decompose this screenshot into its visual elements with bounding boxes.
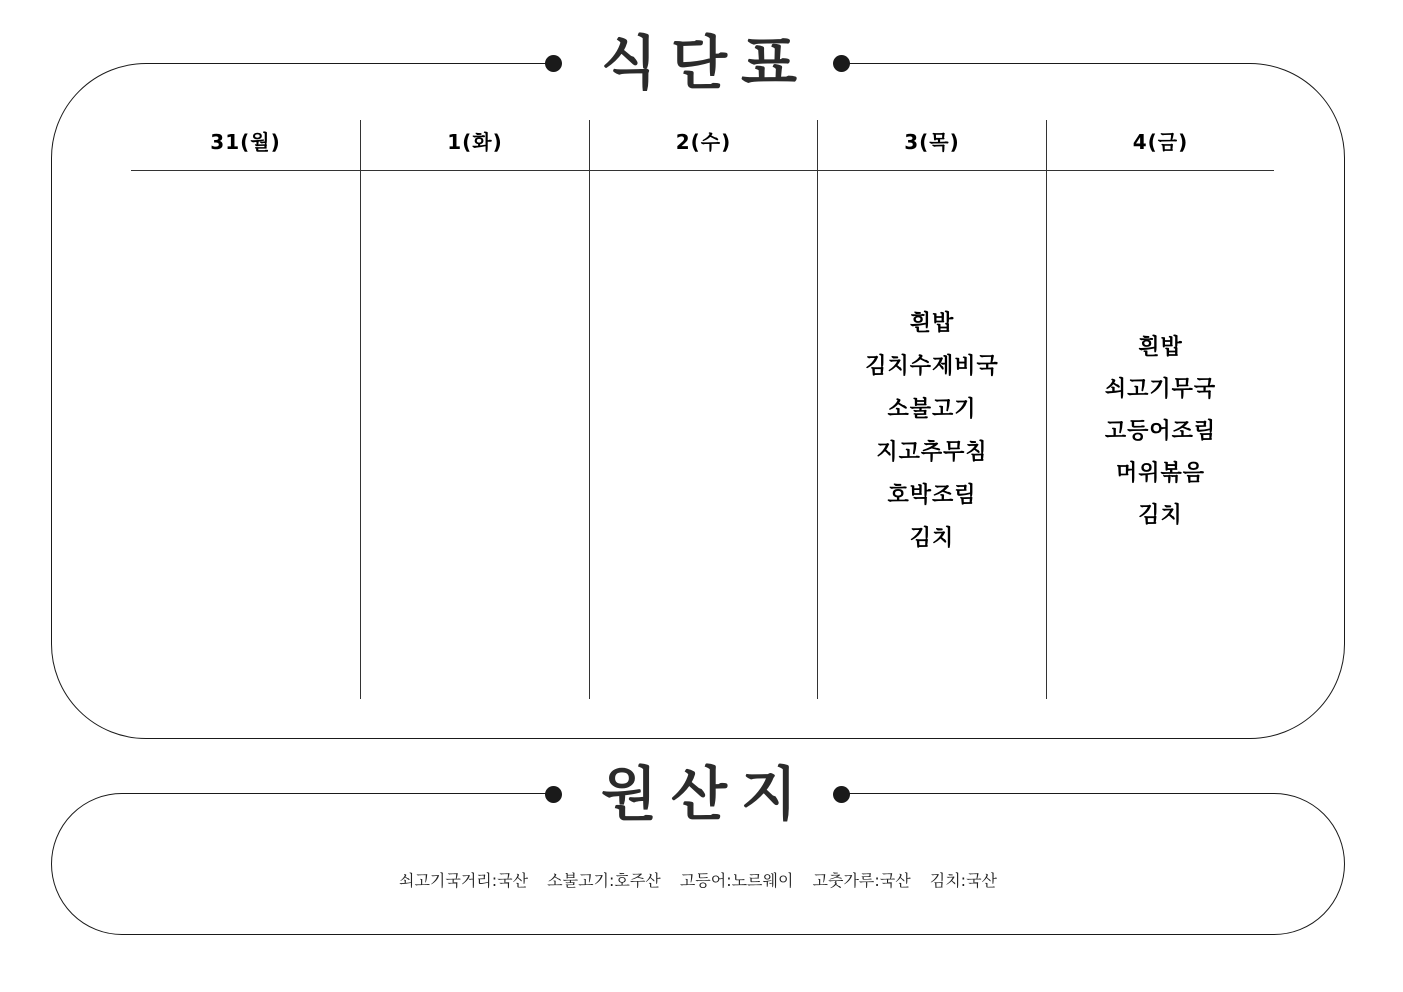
day-column-thu	[817, 120, 1046, 699]
dish-item: 김치	[1138, 503, 1183, 528]
origin-item: 김치:국산	[929, 871, 997, 890]
day-header: 1(화)	[447, 130, 503, 154]
dish-item: 고등어조림	[1104, 419, 1217, 444]
day-column-fri	[1046, 120, 1274, 699]
origin-title-bar	[0, 762, 1403, 826]
dish-item: 지고추무침	[876, 440, 988, 465]
day-column-wed	[589, 120, 817, 699]
dish-item: 김치수제비국	[865, 354, 999, 379]
title-dot-left	[545, 786, 562, 803]
day-column-mon	[131, 120, 360, 699]
day-column-tue	[360, 120, 589, 699]
title-dot-left	[545, 55, 562, 72]
origin-item: 쇠고기국거리:국산	[399, 871, 529, 890]
origin-title: 원산지	[600, 760, 812, 828]
dish-list	[818, 310, 1046, 553]
dish-item: 머위볶음	[1115, 461, 1205, 486]
title-dot-right	[833, 786, 850, 803]
dish-item: 호박조림	[887, 483, 977, 508]
menu-table	[131, 120, 1274, 699]
origin-item: 고등어:노르웨이	[679, 871, 794, 890]
menu-title: 식단표	[600, 29, 812, 97]
day-header: 2(수)	[675, 130, 732, 154]
dish-item: 흰밥	[909, 311, 955, 336]
dish-item: 소불고기	[887, 397, 977, 422]
day-header: 31(월)	[210, 130, 281, 154]
dish-item: 쇠고기무국	[1104, 377, 1217, 402]
origin-list	[51, 868, 1345, 891]
menu-title-bar	[0, 31, 1403, 95]
dish-list	[1047, 334, 1274, 530]
dish-item: 김치	[909, 526, 955, 551]
dish-item: 흰밥	[1138, 335, 1183, 360]
day-header: 4(금)	[1132, 130, 1189, 154]
day-header: 3(목)	[904, 130, 960, 154]
origin-item: 소불고기:호주산	[547, 871, 661, 890]
title-dot-right	[833, 55, 850, 72]
origin-item: 고춧가루:국산	[812, 871, 911, 890]
